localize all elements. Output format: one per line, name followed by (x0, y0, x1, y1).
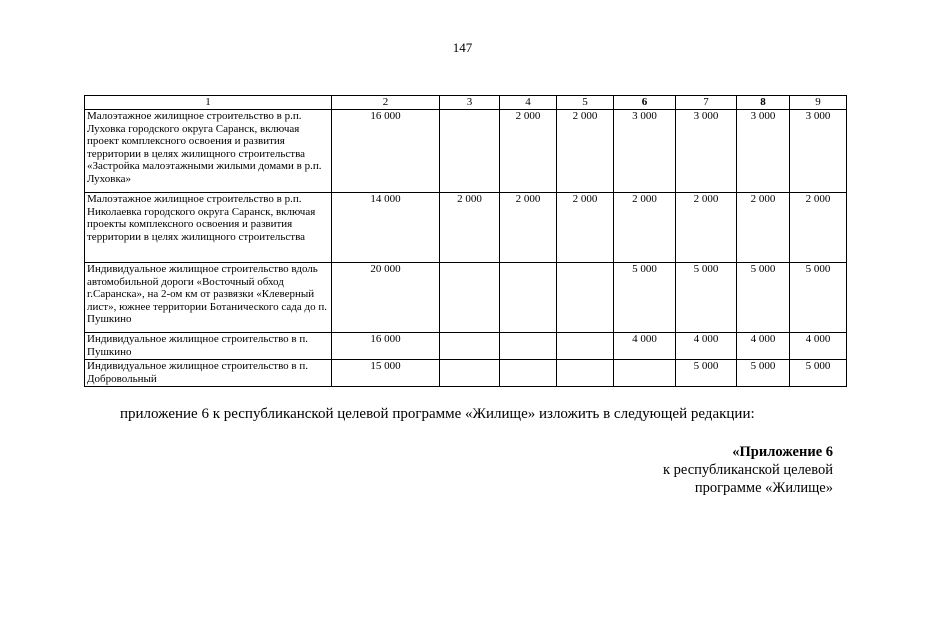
statement-text: приложение 6 к республиканской целевой программе «Жилище» изложить в следующей редакции: (120, 406, 755, 422)
cell-value: 3 000 (676, 110, 737, 193)
row-name: Малоэтажное жилищное строительство в р.п. Луховка городского округа Саранск, включая проект комплексного освоения и развития территории в целях жилищного строительства «Застройка малоэтажными жилыми домами в р.п. Луховка» (85, 110, 332, 193)
cell-value: 5 000 (790, 263, 847, 333)
cell-value: 20 000 (332, 263, 440, 333)
column-header: 7 (676, 96, 737, 110)
cell-value: 2 000 (500, 193, 557, 263)
cell-value: 2 000 (500, 110, 557, 193)
cell-value: 5 000 (737, 263, 790, 333)
table-row (85, 193, 847, 263)
table-row (85, 333, 847, 360)
table-row (85, 360, 847, 387)
cell-value (614, 360, 676, 387)
cell-value (440, 263, 500, 333)
cell-value: 2 000 (557, 193, 614, 263)
cell-value: 5 000 (737, 360, 790, 387)
cell-value (557, 360, 614, 387)
cell-value: 2 000 (614, 193, 676, 263)
page-number: 147 (452, 40, 473, 55)
row-name: Индивидуальное жилищное строительство вдоль автомобильной дороги «Восточный обход г.Саранска», на 2-ом км от развязки «Клеверный лист», южнее территории Ботанического сада до п. Пушкино (85, 263, 332, 333)
column-header: 9 (790, 96, 847, 110)
column-header: 3 (440, 96, 500, 110)
cell-value (440, 360, 500, 387)
column-header: 6 (614, 96, 676, 110)
cell-value (440, 110, 500, 193)
header-row (85, 96, 847, 110)
cell-value: 3 000 (737, 110, 790, 193)
cell-value: 14 000 (332, 193, 440, 263)
column-header: 1 (85, 96, 332, 110)
cell-value: 2 000 (440, 193, 500, 263)
cell-value (557, 333, 614, 360)
cell-value (500, 263, 557, 333)
column-header: 4 (500, 96, 557, 110)
column-header: 5 (557, 96, 614, 110)
cell-value (557, 263, 614, 333)
cell-value: 3 000 (614, 110, 676, 193)
table-row (85, 263, 847, 333)
program-table (84, 95, 847, 387)
appendix-line: к республиканской целевой (662, 462, 833, 478)
cell-value: 4 000 (676, 333, 737, 360)
cell-value: 3 000 (790, 110, 847, 193)
cell-value: 5 000 (614, 263, 676, 333)
cell-value: 5 000 (790, 360, 847, 387)
cell-value: 2 000 (676, 193, 737, 263)
cell-value: 2 000 (737, 193, 790, 263)
cell-value: 16 000 (332, 110, 440, 193)
cell-value: 16 000 (332, 333, 440, 360)
cell-value: 4 000 (614, 333, 676, 360)
table-row (85, 110, 847, 193)
appendix-line: программе «Жилище» (694, 480, 833, 496)
cell-value: 4 000 (790, 333, 847, 360)
row-name: Индивидуальное жилищное строительство в п. Пушкино (85, 333, 332, 360)
row-name: Индивидуальное жилищное строительство в п. Добровольный (85, 360, 332, 387)
cell-value (500, 333, 557, 360)
cell-value: 15 000 (332, 360, 440, 387)
cell-value: 2 000 (557, 110, 614, 193)
appendix-title: «Приложение 6 (732, 444, 833, 460)
cell-value: 2 000 (790, 193, 847, 263)
column-header: 2 (332, 96, 440, 110)
column-header: 8 (737, 96, 790, 110)
cell-value (440, 333, 500, 360)
cell-value: 5 000 (676, 360, 737, 387)
appendix-heading (663, 443, 833, 497)
cell-value: 4 000 (737, 333, 790, 360)
row-name: Малоэтажное жилищное строительство в р.п. Николаевка городского округа Саранск, включая проекты комплексного освоения и развития территории в целях жилищного строительства (85, 193, 332, 263)
cell-value: 5 000 (676, 263, 737, 333)
cell-value (500, 360, 557, 387)
